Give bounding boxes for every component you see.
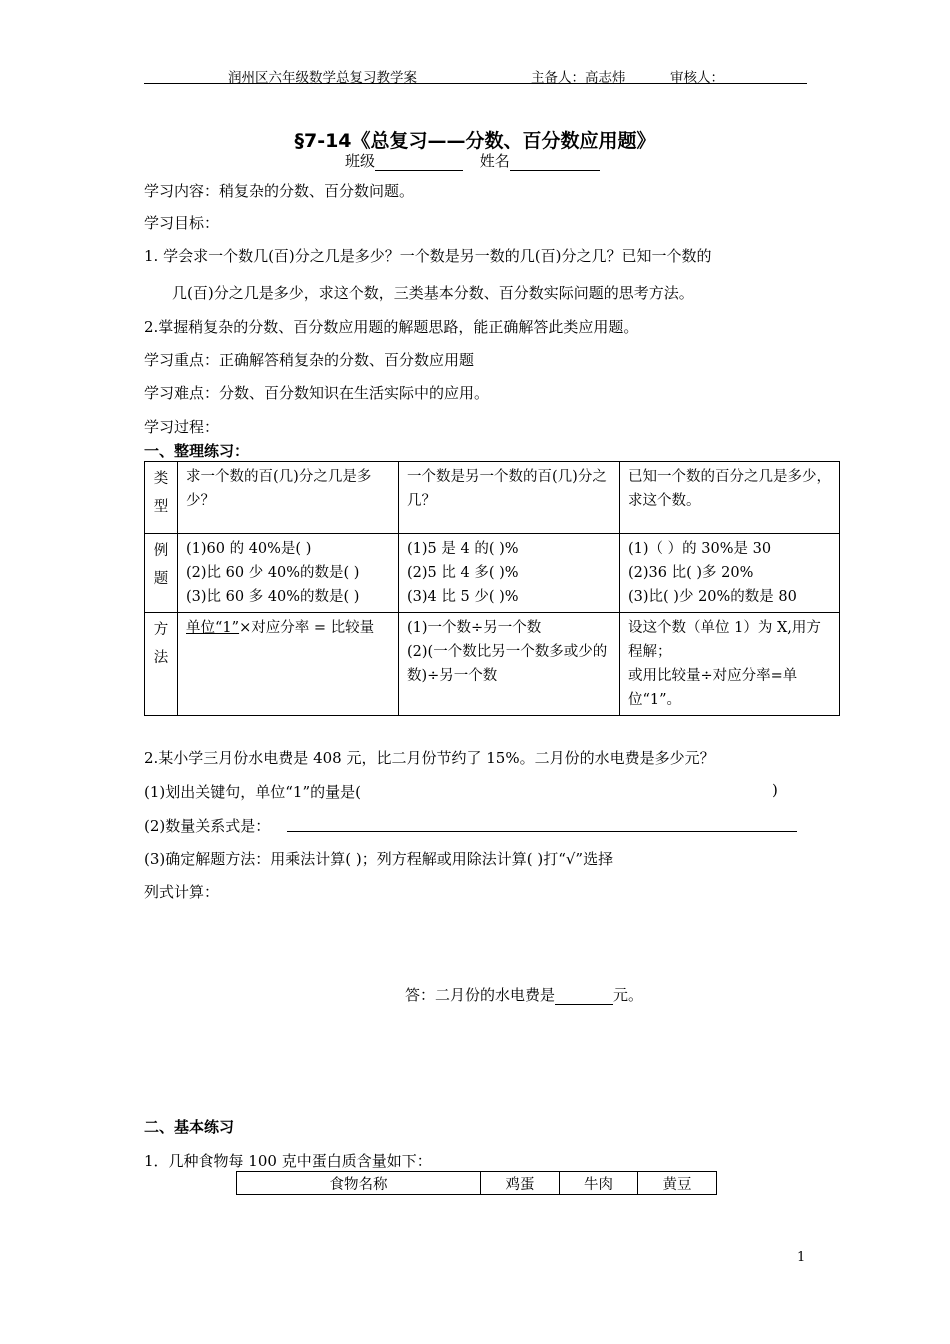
method-cell-2: (1)一个数÷另一个数 (2)(一个数比另一个数多或少的数)÷另一个数 [399,613,620,716]
content-line: 学习内容：稍复杂的分数、百分数问题。 [144,182,415,200]
example-cell-1: (1)60 的 40%是( ) (2)比 60 少 40%的数是( ) (3)比 60 多 40%的数是( ) [178,534,399,613]
calculation-label: 列式计算： [144,883,220,901]
class-blank[interactable] [375,152,463,171]
answer-suffix: 元。 [613,986,644,1004]
section-1-heading: 一、整理练习： [144,442,250,460]
header-rule [144,83,807,84]
table-row [237,1172,717,1195]
name-label: 姓名 [479,152,510,170]
difficulty: 学习难点：分数、百分数知识在生活实际中的应用。 [144,384,490,402]
method-cell-3: 设这个数（单位 1）为 X,用方程解； 或用比较量÷对应分率=单位“1”。 [620,613,840,716]
name-blank[interactable] [510,152,600,171]
page-number: 1 [797,1250,806,1265]
summary-table [144,461,840,716]
row-label-example: 例 题 [145,534,178,613]
goal-1b: 几(百)分之几是多少，求这个数，三类基本分数、百分数实际问题的思考方法。 [172,284,694,302]
header-preparer: 主备人：高志炜 [531,70,626,86]
question-2-part-1: (1)划出关键句，单位“1”的量是( [144,783,361,801]
header-beef: 牛肉 [560,1172,638,1195]
row-label-type: 类 型 [145,462,178,534]
class-name-line [345,150,600,171]
relation-blank[interactable] [287,831,797,832]
question-2-part-3: (3)确定解题方法：用乘法计算( )；列方程解或用除法计算( )打“√”选择 [144,850,614,868]
example-cell-3: (1)（ ）的 30%是 30 (2)36 比( )多 20% (3)比( )少 20%的数是 80 [620,534,840,613]
header-soybean: 黄豆 [638,1172,717,1195]
answer-blank[interactable] [555,986,613,1005]
protein-table [236,1171,717,1195]
row-label-method: 方 法 [145,613,178,716]
basic-question-1: 1．几种食物每 100 克中蛋白质含量如下： [144,1152,432,1170]
table-row-example [145,534,840,613]
process-label: 学习过程： [144,418,220,436]
example-cell-2: (1)5 是 4 的( )% (2)5 比 4 多( )% (3)4 比 5 少( )% [399,534,620,613]
type-cell-2: 一个数是另一个数的百(几)分之几？ [399,462,620,534]
table-row-type [145,462,840,534]
header-egg: 鸡蛋 [481,1172,560,1195]
method-cell-1: 单位“1”×对应分率 = 比较量 [178,613,399,716]
header-food-name: 食物名称 [237,1172,481,1195]
header-reviewer: 审核人： [670,70,724,86]
header-title: 润州区六年级数学总复习教学案 [228,70,417,86]
answer-line [405,984,643,1005]
page-title: §7-14《总复习——分数、百分数应用题》 [294,130,656,152]
type-cell-3: 已知一个数的百分之几是多少，求这个数。 [620,462,840,534]
unit-one-underline: 单位“1” [186,620,240,636]
question-2-part-1-close: ) [772,781,778,799]
goals-label: 学习目标： [144,214,220,232]
type-cell-1: 求一个数的百(几)分之几是多少？ [178,462,399,534]
class-label: 班级 [345,152,376,170]
question-2: 2.某小学三月份水电费是 408 元，比二月份节约了 15%。二月份的水电费是多少元？ [144,749,715,767]
section-2-heading: 二、基本练习 [144,1118,235,1136]
question-2-part-2: (2)数量关系式是： [144,817,271,835]
key-point: 学习重点：正确解答稍复杂的分数、百分数应用题 [144,351,475,369]
goal-2: 2.掌握稍复杂的分数、百分数应用题的解题思路，能正确解答此类应用题。 [144,318,639,336]
answer-prefix: 答：二月份的水电费是 [405,986,556,1004]
table-row-method [145,613,840,716]
goal-1a: 1. 学会求一个数几(百)分之几是多少？一个数是另一数的几(百)分之几？已知一个数的 [144,247,712,265]
